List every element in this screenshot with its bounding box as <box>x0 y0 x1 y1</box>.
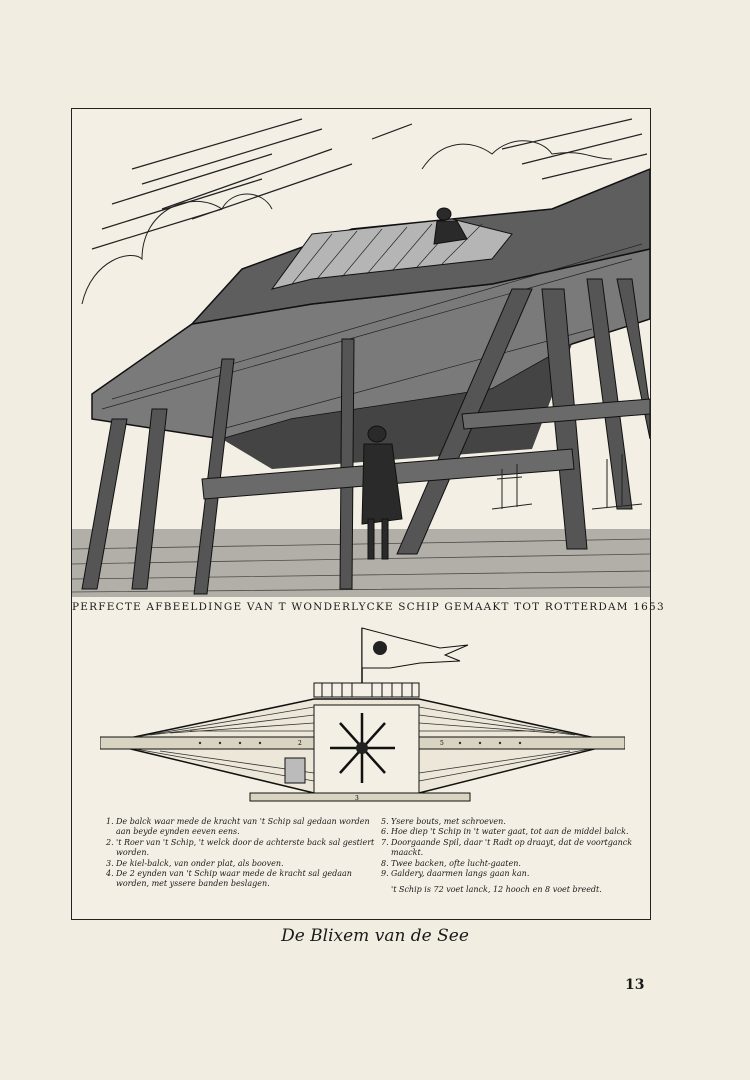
legend-left-column <box>106 817 376 890</box>
page-number: 13 <box>625 977 645 993</box>
legend-item <box>381 869 643 879</box>
legend-number: 6. <box>381 827 389 837</box>
legend-right-column <box>381 817 643 896</box>
page-title: De Blixem van de See <box>281 926 469 946</box>
legend-text: Doorgaande Spil, daar 't Radt op draayt, dat de voortganck maackt. <box>391 837 633 858</box>
svg-text:3: 3 <box>355 795 359 802</box>
illustration-frame <box>71 108 665 920</box>
ship-engraving <box>72 109 650 597</box>
legend-item <box>106 838 376 859</box>
legend-item <box>106 859 376 869</box>
legend-number: 8. <box>381 858 389 868</box>
legend-number: 9. <box>381 869 389 879</box>
legend-text: Galdery, daarmen langs gaan kan. <box>391 869 530 879</box>
legend-number: 3. <box>106 858 114 868</box>
legend-text: De kiel-balck, van onder plat, als booven. <box>116 858 284 868</box>
legend-text: Ysere bouts, met schroeven. <box>391 817 506 826</box>
legend-item <box>106 869 376 890</box>
ship-cross-section-diagram <box>100 623 625 813</box>
legend-item <box>381 859 643 869</box>
legend-number: 2. <box>106 837 114 847</box>
legend-number: 5. <box>381 817 389 826</box>
legend-text: Hoe diep 't Schip in 't water gaat, tot aan de middel balck. <box>391 827 629 837</box>
legend-item <box>106 817 376 838</box>
svg-text:2: 2 <box>298 740 302 747</box>
legend-text: De balck waar mede de kracht van 't Schip sal gedaan worden aan beyde eynden eeven eens. <box>116 817 370 837</box>
legend-item <box>381 838 643 859</box>
ship-dimensions-note: 't Schip is 72 voet lanck, 12 hooch en 8 voet breedt. <box>391 885 602 895</box>
legend-number: 1. <box>106 817 114 826</box>
engraving-caption: PERFECTE AFBEELDINGE VAN T WONDERLYCKE SCHIP GEMAAKT TOT ROTTERDAM 1653 <box>72 601 665 613</box>
legend-text: De 2 eynden van 't Schip waar mede de kracht sal gedaan worden, met yssere banden beslagen. <box>116 869 352 889</box>
legend-item <box>381 827 643 837</box>
legend-text: Twee backen, ofte lucht-gaaten. <box>391 858 521 868</box>
legend-item <box>381 817 643 827</box>
legend-number: 7. <box>381 837 389 847</box>
svg-text:5: 5 <box>440 740 444 747</box>
legend-text: 't Roer van 't Schip, 't welck door de achterste back sal gestiert worden. <box>116 837 375 858</box>
legend-number: 4. <box>106 869 114 879</box>
